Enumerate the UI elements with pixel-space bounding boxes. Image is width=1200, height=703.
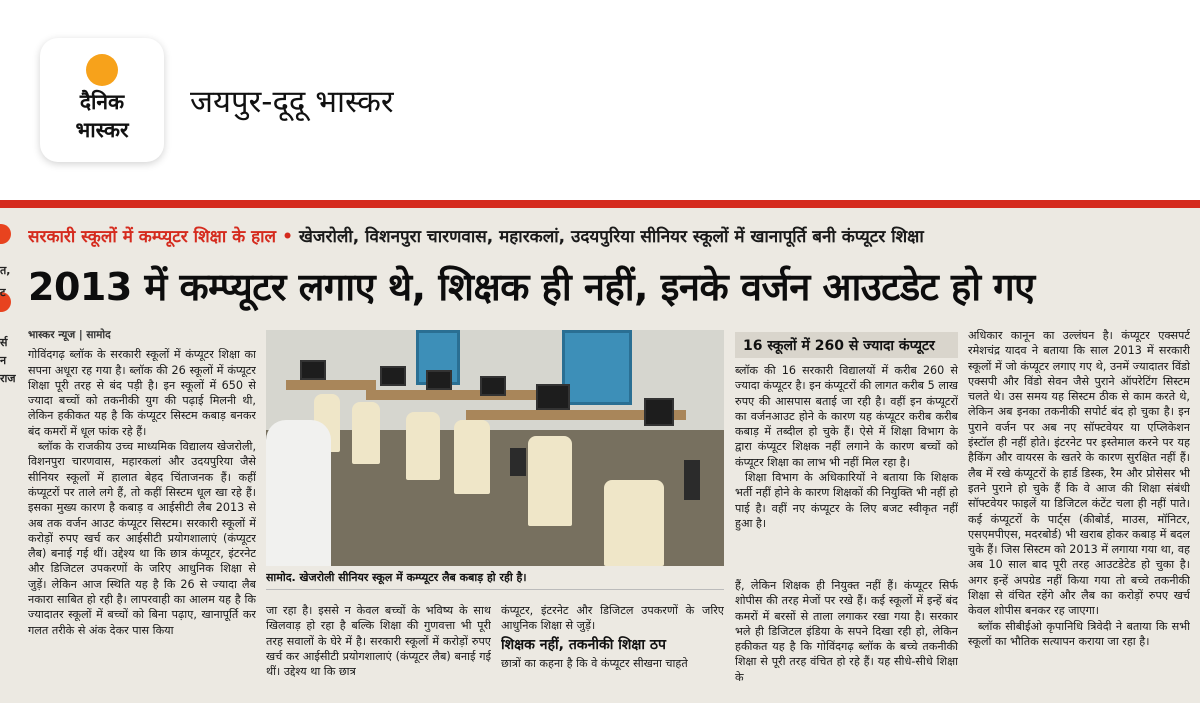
photo-table — [286, 380, 376, 390]
monitor-icon — [300, 360, 326, 380]
article-column-4b — [735, 578, 958, 703]
kicker-section: सरकारी स्कूलों में कम्प्यूटर शिक्षा के हाल — [28, 227, 277, 247]
article-column-1 — [28, 328, 256, 700]
logo-text-line1: दैनिक — [79, 90, 125, 114]
newspaper-clipping — [0, 200, 1200, 703]
cpu-icon — [510, 448, 526, 476]
computer-lab-photo — [266, 330, 724, 566]
dainik-bhaskar-logo[interactable] — [40, 38, 164, 162]
article-kicker — [28, 224, 1188, 254]
adjacent-article-strip — [0, 214, 18, 703]
bullet-dot-icon — [0, 224, 11, 244]
chair-icon — [604, 480, 664, 566]
chair-icon — [406, 412, 440, 480]
byline: भास्कर न्यूज | सामोद — [28, 329, 111, 341]
monitor-icon — [380, 366, 406, 386]
strip-text: राज — [0, 372, 16, 385]
chair-icon — [454, 420, 490, 494]
monitor-icon — [644, 398, 674, 426]
logo-text-line2: भास्कर — [75, 118, 129, 142]
article-column-2 — [266, 603, 491, 703]
paragraph: छात्रों का कहना है कि वे कंप्यूटर सीखना चाहते — [501, 656, 688, 670]
strip-text: ट — [0, 286, 6, 299]
strip-text: त, — [0, 264, 11, 277]
chair-icon — [528, 436, 572, 526]
kicker-separator: • — [282, 227, 293, 247]
paragraph: ब्लॉक की 16 सरकारी विद्यालयों में करीब 260 से ज्यादा कंप्यूटर है। इन कंप्यूटरों की लागत करीब 5 लाख रुपए की आसपास बताई जा रही है। वहीं इन कंप्यूटरों का वर्जनआउट होने के कारण यह कंप्यूटर करीब करीब कबाड़ में तब्दील हो चुके हैं। ऐसे में शिक्षा विभाग के द्वारा कंप्यूटर शिक्षक नहीं लगाने के कारण बच्चों को कंप्यूटर शिक्षा का लाभ भी नहीं मिल रहा है। — [735, 364, 958, 469]
article-column-4 — [735, 363, 958, 573]
article-headline: 2013 में कम्प्यूटर लगाए थे, शिक्षक ही नहीं, इनके वर्जन आउटडेट हो गए — [28, 265, 1035, 309]
edition-title: जयपुर-दूदू भास्कर — [190, 84, 394, 120]
sun-icon — [86, 54, 118, 86]
paragraph: ब्लॉक के राजकीय उच्च माध्यमिक विद्यालय खेजरोली, विशनपुरा चारणवास, महारकलां और उदयपुरिया जैसे सीनियर स्कूलों में हालात बेहद चिंताजनक हैं। कहीं कंप्यूटरों पर ताले लगे हैं, तो कहीं सिस्टम धूल खा रहे हैं। इसका मुख्य कारण है कबाड़ व आईसीटी लैब 2013 से अब तक वर्जन आउट कंप्यूटर सिस्टम। सरकारी स्कूलों में करोड़ों रुपए खर्च कर आईसीटी प्रयोगशालाएं (कंप्यूटर लैब) बनाई गई थीं। उद्देश्य था कि छात्र कंप्यूटर, इंटरनेट और डिजिटल उपकरणों के जरिए आधुनिक शिक्षा से जुड़ें। लेकिन आज स्थिति यह है कि 26 से ज्यादा लैब नकारा साबित हो रही है। लापरवाही का आलम यह है कि ज्यादातर स्कूलों में बच्चों को बिना पढ़ाए, खानापूर्ति कर गलत तरीके से अंक देकर पास किया — [28, 440, 256, 637]
strip-text: न — [0, 354, 7, 367]
app-header — [0, 0, 1200, 200]
chair-icon — [352, 402, 380, 464]
paragraph: शिक्षा विभाग के अधिकारियों ने बताया कि शिक्षक भर्ती नहीं होने के कारण शिक्षकों की नियुक्ति भी नहीं हो पाई है। वहीं नए कंप्यूटर के लिए बजट स्वीकृत नहीं हुआ है। — [735, 471, 958, 530]
photo-caption: सामोद. खेजरोली सीनियर स्कूल में कम्प्यूटर लैब कबाड़ हो रही है। — [266, 570, 724, 590]
article-column-3 — [501, 603, 724, 703]
section-subhead: 16 स्कूलों में 260 से ज्यादा कंप्यूटर — [735, 332, 958, 358]
section-subhead: शिक्षक नहीं, तकनीकी शिक्षा ठप — [501, 636, 666, 653]
cpu-icon — [684, 460, 700, 500]
student-figure — [266, 420, 331, 566]
kicker-subtitle: खेजरोली, विशनपुरा चारणवास, महारकलां, उदयपुरिया सीनियर स्कूलों में खानापूर्ति बनी कंप्यूटर शिक्षा — [298, 227, 924, 247]
paragraph: ब्लॉक सीबीईओ कृपानिधि त्रिवेदी ने बताया कि सभी स्कूलों का भौतिक सत्यापन कराया जा रहा है। — [968, 619, 1190, 648]
paragraph: अधिकार कानून का उल्लंघन है। कंप्यूटर एक्सपर्ट रमेशचंद्र यादव ने बताया कि साल 2013 में सरकारी स्कूलों में जो कंप्यूटर लगाए गए थे, उनमें ज्यादातर विंडो एक्सपी और विंडो सेवन जैसे पुराने ऑपरेटिंग सिस्टम चलते थे। उस समय यह सिस्टम ठीक से काम करते थे, लेकिन अब इनका तकनीकी सपोर्ट बंद हो चुका है। इन पुराने वर्जन पर अब नए सॉफ्टवेयर या एप्लिकेशन इंस्टॉल ही नहीं होते। इंटरनेट पर इस्तेमाल करने पर यह हैकिंग और वायरस के खतरे के कारण सुरक्षित नहीं हैं। लैब में रखे कंप्यूटरों के हार्ड डिस्क, रैम और प्रोसेसर भी इतने पुराने हो चुके हैं कि वे आज की शिक्षा संबंधी सॉफ्टवेयर फाइलें या डिजिटल कंटेंट चला ही नहीं पाते। कई कंप्यूटरों के पार्ट्स (कीबोर्ड, माउस, मॉनिटर, एसएमपीएस, मदरबोर्ड) भी खराब होकर कबाड़ में बदल चुके हैं। जिस सिस्टम को 2013 में लगाया गया था, वह अब 10 साल बाद पूरी तरह आउटडेटेड हो चुका है। अगर इन्हें अपग्रेड नहीं किया गया तो बच्चे तकनीकी शिक्षा से वंचित रहेंगे और लैब का करोड़ों रुपए खर्च केवल शोपीस बनकर रह जाएगा। — [968, 329, 1190, 618]
monitor-icon — [480, 376, 506, 396]
paragraph: कंप्यूटर, इंटरनेट और डिजिटल उपकरणों के जरिए आधुनिक शिक्षा से जुड़ें। — [501, 604, 724, 633]
paragraph: हैं, लेकिन शिक्षक ही नियुक्त नहीं हैं। कंप्यूटर सिर्फ शोपीस की तरह मेजों पर रखे हैं। कई स्कूलों में इन्हें बंद कमरों में बरसों से ताला लगाकर रखा गया है। सरकार भले ही डिजिटल इंडिया के सपने दिखा रही हो, लेकिन हकीकत यह है कि गोविंदगढ़ ब्लॉक के बच्चे तकनीकी शिक्षा से पूरी तरह वंचित हो रहे हैं। यह सीधे-सीधे शिक्षा के — [735, 579, 958, 684]
photo-window — [562, 330, 632, 405]
paragraph: गोविंदगढ़ ब्लॉक के सरकारी स्कूलों में कंप्यूटर शिक्षा का सपना अधूरा रह गया है। ब्लॉक की 26 स्कूलों में कंप्यूटर शिक्षा पूरी तरह से बंद पड़ी है। इन स्कूलों में 650 से ज्यादा बच्चों को तकनीकी युग की पढ़ाई मिलनी थी, लेकिन हकीकत यह है कि कंप्यूटर सिस्टम कबाड़ बनकर बंद कमरों में धूल फांक रहे हैं। — [28, 348, 256, 438]
red-divider — [0, 200, 1200, 208]
article-column-5 — [968, 328, 1190, 700]
paragraph: जा रहा है। इससे न केवल बच्चों के भविष्य के साथ खिलवाड़ हो रहा है बल्कि शिक्षा की गुणवत्ता भी पूरी तरह सवालों के घेरे में है। सरकारी स्कूलों में करोड़ों रुपए खर्च कर आईसीटी प्रयोगशालाएं (कंप्यूटर लैब) बनाई गई थीं। उद्देश्य था कि छात्र — [266, 604, 491, 679]
monitor-icon — [426, 370, 452, 390]
monitor-icon — [536, 384, 570, 410]
strip-text: र्स — [0, 336, 8, 349]
